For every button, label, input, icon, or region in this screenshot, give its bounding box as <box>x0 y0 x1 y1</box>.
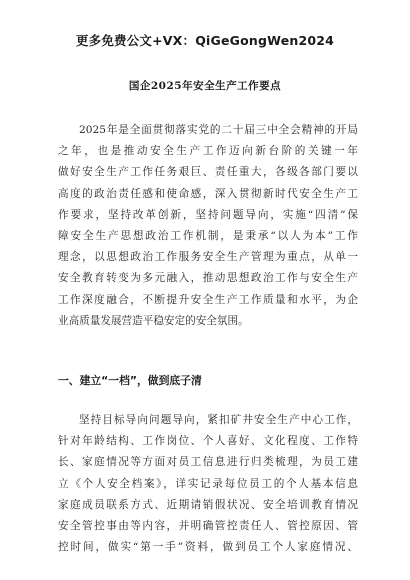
section-heading: 一、建立“一档”，做到底子清 <box>58 374 202 387</box>
paragraph-line: 高度的政治责任感和使命感，深入贯彻新时代安全生产工 <box>58 187 358 200</box>
paragraph-line: 长、家庭情况等方面对员工信息进行归类梳理，为员工建 <box>58 456 358 469</box>
watermark-header: 更多免费公文+VX：QiGeGongWen2024 <box>75 33 335 48</box>
paragraph-line: 针对年龄结构、工作岗位、个人喜好、文化程度、工作特 <box>58 435 358 448</box>
paragraph-line: 障安全生产思想政治工作机制，是秉承“以人为本”工作 <box>58 229 358 242</box>
paragraph-line: 安全教育转变为多元融入，推动思想政治工作与安全生产 <box>58 272 358 285</box>
paragraph-line: 工作深度融合，不断提升安全生产工作质量和水平，为企 <box>58 293 358 306</box>
paragraph-line: 安全管控事由等内容，并明确管控责任人、管控原因、管 <box>58 519 358 532</box>
paragraph-line: 坚持目标导向问题导向，紧扣矿井安全生产中心工作， <box>79 414 358 426</box>
intro-paragraph <box>58 120 358 332</box>
paragraph-line: 家庭成员联系方式、近期请销假状况、安全培训教育情况 <box>58 498 358 511</box>
paragraph-line: 之年，也是推动安全生产工作迈向新台阶的关键一年 <box>58 145 358 158</box>
paragraph-line: 业高质量发展营造平稳安定的安全氛围。 <box>58 314 249 327</box>
paragraph-line: 2025年是全面贯彻落实党的二十届三中全会精神的开局 <box>79 124 358 136</box>
paragraph-line: 作要求，坚持改革创新，坚持问题导向，实施“四清”保 <box>58 208 358 221</box>
document-title: 国企2025年安全生产工作要点 <box>128 80 282 92</box>
paragraph-line: 控时间，做实“第一手”资料，做到员工个人家庭情况、 <box>58 541 358 554</box>
paragraph-line: 立《个人安全档案》，详实记录每位员工的个人基本信息 <box>58 477 358 490</box>
paragraph-line: 做好安全生产工作任务艰巨、责任重大，各级各部门要以 <box>58 166 358 179</box>
section-paragraph <box>58 410 358 558</box>
paragraph-line: 理念，以思想政治工作服务安全生产管理为重点，从单一 <box>58 251 358 264</box>
